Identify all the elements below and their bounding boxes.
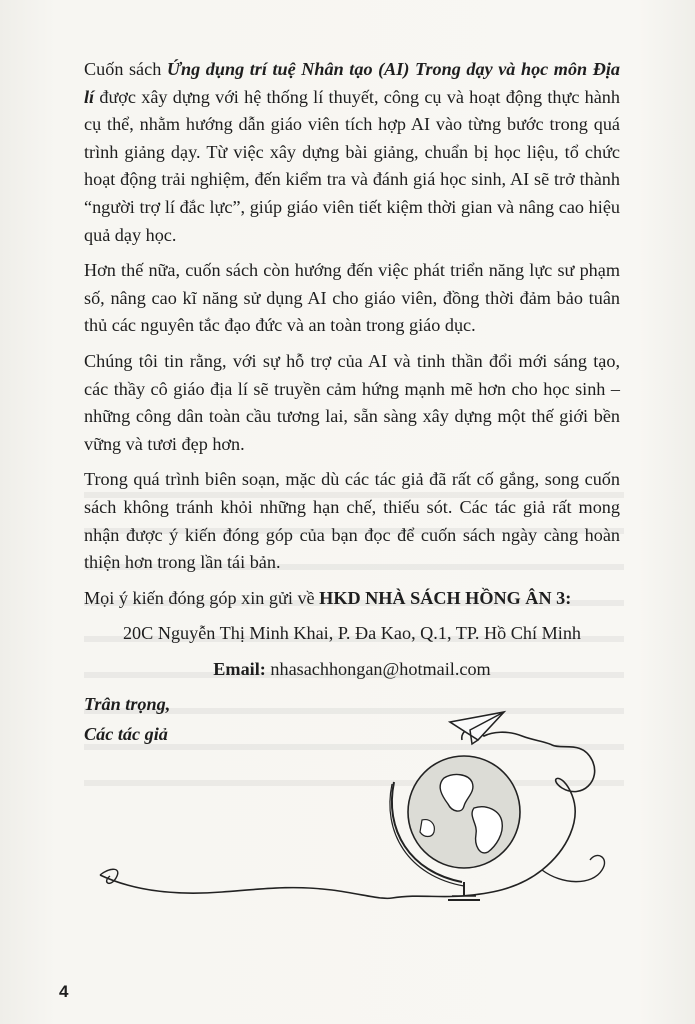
- contact-line: [84, 585, 620, 613]
- body-text: [84, 56, 620, 749]
- contact-intro: Mọi ý kiến đóng góp xin gửi về: [84, 587, 320, 608]
- paragraph-3: Chúng tôi tin rằng, với sự hỗ trợ của AI và tinh thần đổi mới sáng tạo, các thầy cô giáo địa lí sẽ truyền cảm hứng mạnh mẽ hơn cho học sinh – những công dân toàn cầu tương lai, sẵn sàng xây dựng một thế giới bền vững và tươi đẹp hơn.: [84, 350, 620, 454]
- publisher-name: HKD NHÀ SÁCH HỒNG ÂN 3:: [319, 587, 572, 608]
- loop-line-right: [542, 855, 605, 881]
- paragraph-2: Hơn thế nữa, cuốn sách còn hướng đến việc phát triển năng lực sư phạm số, nâng cao kĩ năng sử dụng AI cho giáo viên, đồng thời đảm bảo tuân thủ các nguyên tắc đạo đức và an toàn trong giáo dục.: [84, 260, 620, 336]
- paragraph-1: [84, 56, 620, 249]
- paragraph-1-prefix: Cuốn sách: [84, 59, 167, 79]
- signoff-authors: Các tác giả: [84, 724, 168, 745]
- contact-address: 20C Nguyễn Thị Minh Khai, P. Đa Kao, Q.1, TP. Hồ Chí Minh: [122, 623, 582, 644]
- book-title: Ứng dụng trí tuệ Nhân tạo (AI) Trong dạy và học môn Địa lí: [84, 59, 621, 107]
- email-label: Email:: [213, 658, 266, 679]
- page-number: 4: [59, 982, 69, 1001]
- globe-illustration: [92, 700, 612, 940]
- paragraph-1-suffix: được xây dựng với hệ thống lí thuyết, công cụ và hoạt động thực hành cụ thể, nhằm hướng dẫn giáo viên tích hợp AI vào từng bước trong quá trình giảng dạy. Từ việc xây dựng bài giảng, chuẩn bị học liệu, tổ chức hoạt động trải nghiệm, đến kiểm tra và đánh giá học sinh, AI sẽ trở thành “người trợ lí đắc lực”, giúp giáo viên tiết kiệm thời gian và nâng cao hiệu quả dạy học.: [84, 86, 620, 245]
- signoff-greeting: Trân trọng,: [84, 694, 171, 715]
- paper-plane-icon: [450, 712, 504, 744]
- email-address: nhasachhongan@hotmail.com: [265, 658, 491, 679]
- paragraph-4: Trong quá trình biên soạn, mặc dù các tác giả đã rất cố gắng, song cuốn sách không tránh khỏi những hạn chế, thiếu sót. Các tác giả rất mong nhận được ý kiến đóng góp của bạn đọc để cuốn sách ngày càng hoàn thiện hơn trong lần tái bản.: [84, 469, 620, 573]
- globe-icon: [390, 756, 520, 900]
- contact-email-line: [84, 656, 620, 684]
